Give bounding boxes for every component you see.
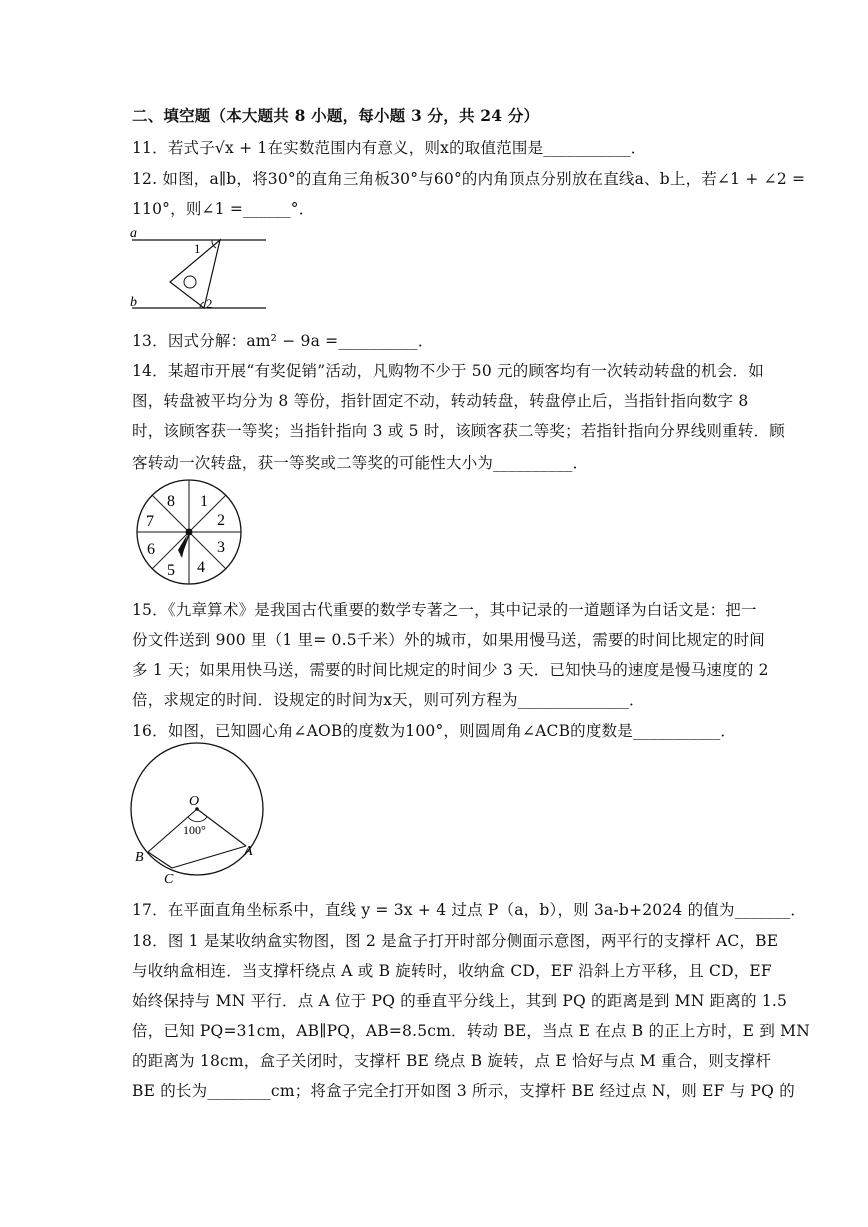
- sector-3: 3: [217, 539, 225, 556]
- label-O: O: [189, 794, 200, 809]
- question-14-line-2: 图，转盘被平均分为 8 等份，指针固定不动，转动转盘，转盘停止后，当指针指向数字 8: [132, 392, 749, 410]
- question-18-line-3: 始终保持与 MN 平行．点 A 位于 PQ 的垂直平分线上，其到 PQ 的距离是到 MN 距离的 1.5: [132, 992, 788, 1010]
- question-14-line-4: 客转动一次转盘，获一等奖或二等奖的可能性大小为__________．: [132, 454, 589, 472]
- question-12-line-1: 12. 如图，a∥b，将30°的直角三角板30°与60°的内角顶点分别放在直线a、b上，若∠1 + ∠2 =: [132, 170, 806, 188]
- sector-4: 4: [197, 559, 205, 576]
- sector-1: 1: [200, 493, 208, 510]
- label-B: B: [135, 850, 144, 865]
- label-b: b: [130, 295, 137, 310]
- question-18-line-2: 与收纳盒相连．当支撑杆绕点 A 或 B 旋转时，收纳盒 CD，EF 沿斜上方平移，且 CD，EF: [132, 962, 772, 980]
- question-18-line-5: 的距离为 18cm，盒子关闭时，支撑杆 BE 绕点 B 旋转，点 E 恰好与点 M 重合，则支撑杆: [132, 1052, 772, 1070]
- sector-5: 5: [167, 562, 175, 579]
- parallel-lines-triangle-figure: [126, 224, 276, 316]
- circle-angle-figure: [126, 742, 268, 888]
- label-a: a: [130, 226, 137, 241]
- question-15-line-3: 多 1 天；如果用快马送，需要的时间比规定的时间少 3 天．已知快马的速度是慢马速度的 2: [132, 661, 769, 679]
- label-C: C: [164, 872, 174, 887]
- label-angle-1: 1: [194, 241, 201, 256]
- chord-BC: [148, 852, 172, 868]
- spinner-figure: [134, 478, 246, 588]
- sector-6: 6: [147, 541, 155, 558]
- label-angle-2: 2: [206, 296, 213, 311]
- sector-7: 7: [146, 513, 154, 530]
- sector-8: 8: [167, 493, 175, 510]
- sector-2: 2: [217, 512, 225, 529]
- chord-CA: [172, 846, 246, 868]
- question-17: 17．在平面直角坐标系中，直线 y = 3x + 4 过点 P（a，b），则 3a-b+2024 的值为_______．: [132, 901, 807, 919]
- question-15-line-2: 份文件送到 900 里（1 里= 0.5千米）外的城市，如果用慢马送，需要的时间比规定的时间: [132, 631, 765, 649]
- question-18-line-1: 18．图 1 是某收纳盒实物图，图 2 是盒子打开时部分侧面示意图，两平行的支撑杆 AC，BE: [132, 932, 779, 950]
- question-13: 13．因式分解：am² − 9a =__________．: [132, 332, 434, 350]
- question-18-line-6: BE 的长为________cm；将盒子完全打开如图 3 所示，支撑杆 BE 经过点 N，则 EF 与 PQ 的: [132, 1082, 795, 1100]
- question-12-line-2: 110°，则∠1 =______°．: [132, 200, 315, 218]
- question-15-line-4: 倍，求规定的时间．设规定的时间为x天，则可列方程为______________．: [132, 691, 645, 709]
- section-heading: 二、填空题（本大题共 8 小题，每小题 3 分，共 24 分）: [132, 106, 540, 125]
- triangle-hole: [184, 276, 196, 288]
- angle-arc: [188, 817, 207, 822]
- label-100-degrees: 100°: [183, 823, 206, 837]
- question-18-line-4: 倍，已知 PQ=31cm，AB∥PQ，AB=8.5cm．转动 BE，当点 E 在点 B 的正上方时，E 到 MN: [132, 1022, 810, 1040]
- label-A: A: [244, 844, 253, 859]
- question-16: 16．如图，已知圆心角∠AOB的度数为100°，则圆周角∠ACB的度数是___________．: [132, 722, 737, 740]
- question-14-line-3: 时，该顾客获一等奖；当指针指向 3 或 5 时，该顾客获二等奖；若指针指向分界线则重转．顾: [132, 422, 785, 440]
- question-11: 11．若式子√x + 1在实数范围内有意义，则x的取值范围是___________．: [132, 139, 647, 157]
- question-14-line-1: 14．某超市开展“有奖促销”活动，凡购物不少于 50 元的顾客均有一次转动转盘的机会．如: [132, 362, 764, 380]
- question-15-line-1: 15．《九章算术》是我国古代重要的数学专著之一，其中记录的一道题译为白话文是：把一: [132, 601, 757, 619]
